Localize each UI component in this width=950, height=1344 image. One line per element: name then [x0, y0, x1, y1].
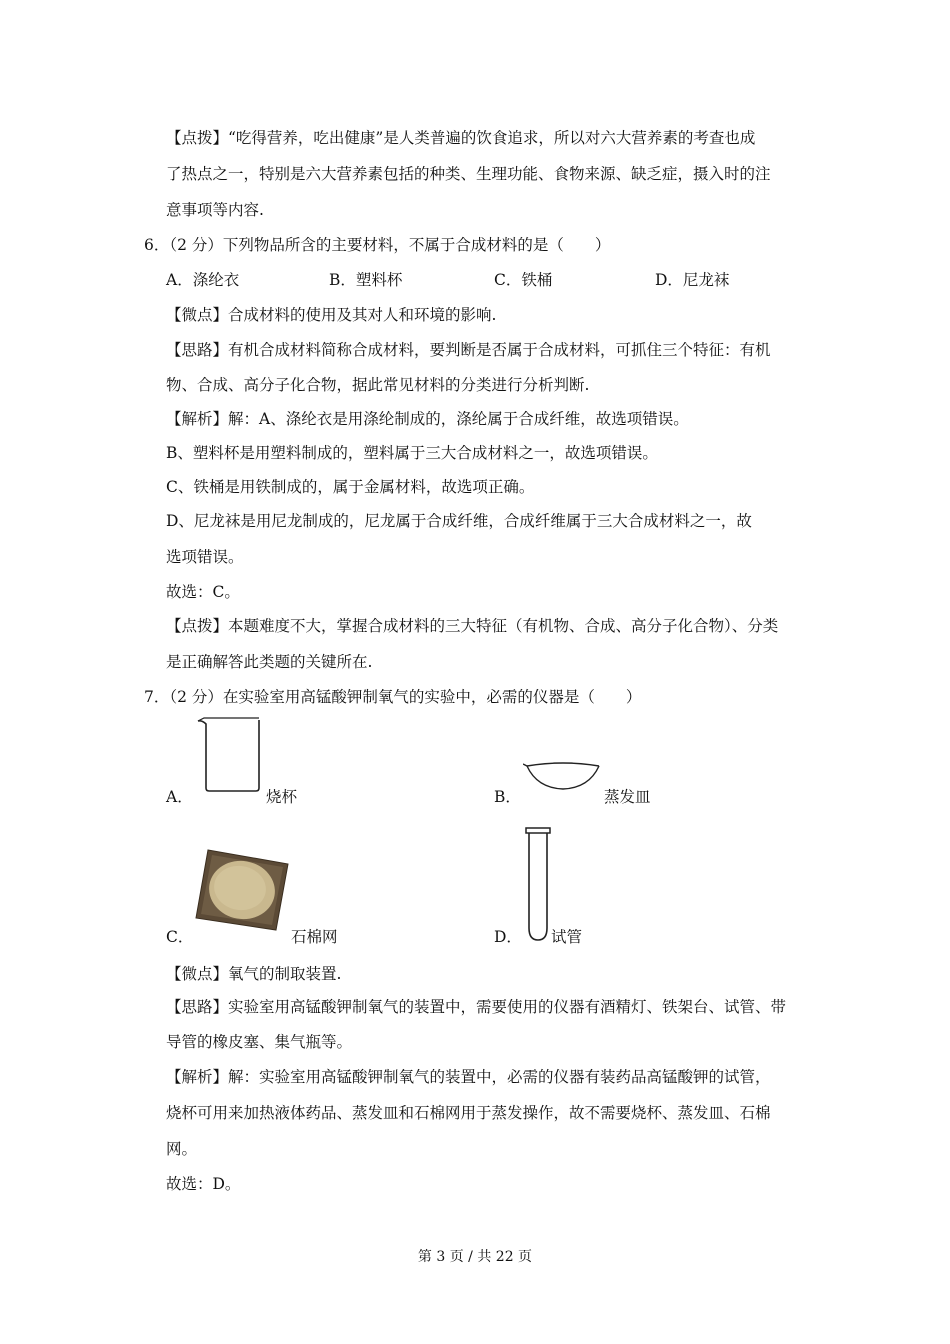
q6-silu-line: 物、合成、高分子化合物，据此常见材料的分类进行分析判断. — [166, 376, 590, 394]
q6-jiexi-line: B、塑料杯是用塑料制成的，塑料属于三大合成材料之一，故选项错误。 — [166, 444, 658, 462]
question-6-stem: 6．（2 分）下列物品所含的主要材料，不属于合成材料的是（ ） — [144, 236, 611, 254]
page-footer: 第 3 页 / 共 22 页 — [417, 1249, 533, 1265]
test-tube-icon — [523, 826, 553, 946]
q6-option-b: B．塑料杯 — [329, 271, 403, 289]
q6-silu-line: 【思路】有机合成材料简称合成材料，要判断是否属于合成材料，可抓住三个特征：有机 — [166, 341, 771, 359]
q6-weidian: 【微点】合成材料的使用及其对人和环境的影响. — [166, 306, 497, 324]
q7-answer: 故选：D。 — [166, 1175, 241, 1193]
q6-option-a: A．涤纶衣 — [166, 271, 240, 289]
q7-option-a-letter: A． — [166, 788, 193, 806]
q7-option-c-letter: C． — [166, 928, 194, 946]
q7-weidian: 【微点】氧气的制取装置. — [166, 965, 342, 983]
q7-jiexi-line: 【解析】解：实验室用高锰酸钾制氧气的装置中，必需的仪器有装药品高锰酸钾的试管， — [166, 1068, 771, 1086]
q7-option-b-name: 蒸发皿 — [604, 788, 651, 806]
q7-jiexi-line: 网。 — [166, 1140, 198, 1158]
q7-jiexi-line: 烧杯可用来加热液体药品、蒸发皿和石棉网用于蒸发操作，故不需要烧杯、蒸发皿、石棉 — [166, 1104, 771, 1122]
paragraph-line: 了热点之一，特别是六大营养素包括的种类、生理功能、食物来源、缺乏症，摄入时的注 — [166, 165, 771, 183]
q6-jiexi-line: D、尼龙袜是用尼龙制成的，尼龙属于合成纤维，合成纤维属于三大合成材料之一，故 — [166, 512, 752, 530]
asbestos-gauze-icon — [194, 848, 290, 932]
q7-option-c-name: 石棉网 — [291, 928, 338, 946]
q7-option-a-name: 烧杯 — [266, 788, 298, 806]
q6-option-d: D．尼龙袜 — [655, 271, 730, 289]
q6-jiexi-line: C、铁桶是用铁制成的，属于金属材料，故选项正确。 — [166, 478, 535, 496]
q7-silu-line: 导管的橡皮塞、集气瓶等。 — [166, 1033, 353, 1051]
q7-silu-line: 【思路】实验室用高锰酸钾制氧气的装置中，需要使用的仪器有酒精灯、铁架台、试管、带 — [166, 998, 787, 1016]
q6-dianbo-line: 【点拨】本题难度不大，掌握合成材料的三大特征（有机物、合成、高分子化合物）、分类 — [166, 617, 779, 635]
q6-jiexi-line: 【解析】解：A、涤纶衣是用涤纶制成的，涤纶属于合成纤维，故选项错误。 — [166, 410, 689, 428]
q6-dianbo-line: 是正确解答此类题的关键所在. — [166, 653, 373, 671]
q6-jiexi-line: 选项错误。 — [166, 548, 244, 566]
beaker-icon — [194, 714, 264, 794]
paragraph-line: 意事项等内容. — [166, 201, 264, 219]
q7-option-b-letter: B． — [494, 788, 521, 806]
q7-option-d-letter: D． — [494, 928, 522, 946]
evaporating-dish-icon — [523, 758, 603, 794]
q6-answer: 故选：C。 — [166, 583, 240, 601]
q7-option-d-name: 试管 — [551, 928, 583, 946]
paragraph-line: 【点拨】“吃得营养，吃出健康”是人类普遍的饮食追求，所以对六大营养素的考查也成 — [166, 129, 756, 147]
q6-option-c: C．铁桶 — [494, 271, 553, 289]
question-7-stem: 7．（2 分）在实验室用高锰酸钾制氧气的实验中，必需的仪器是（ ） — [144, 688, 642, 706]
